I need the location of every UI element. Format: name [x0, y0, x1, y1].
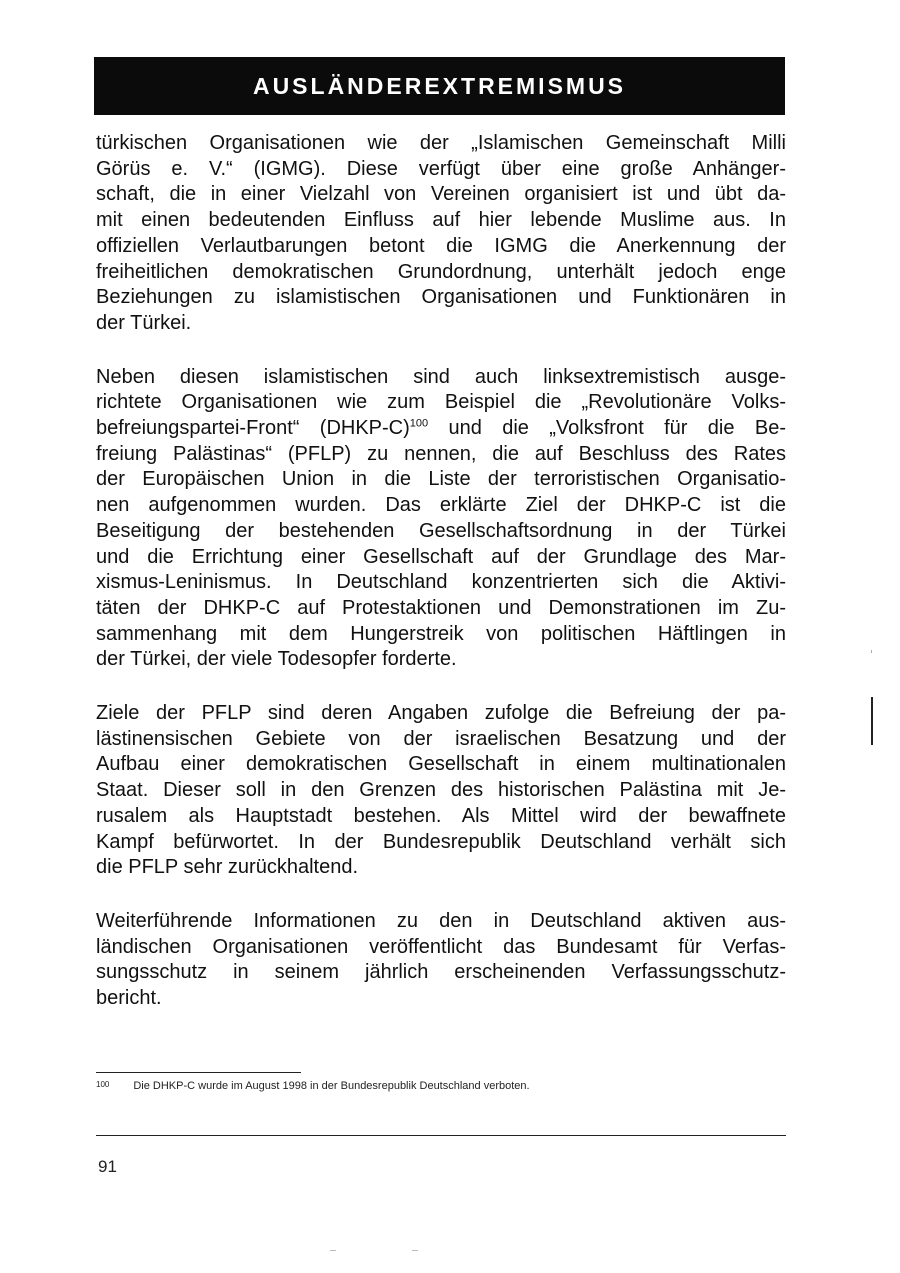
margin-change-bar [871, 697, 873, 745]
footnote-reference[interactable]: 100 [409, 417, 429, 430]
text-line: türkischen Organisationen wie der „Islamischen Gemeinschaft Milli [96, 132, 786, 154]
margin-speck [871, 650, 872, 653]
chapter-header-bar [94, 57, 785, 115]
text-line: die PFLP sehr zurückhaltend. [96, 856, 359, 879]
footnote-text: Die DHKP-C wurde im August 1998 in der Bundesrepublik Deutschland verboten. [133, 1080, 530, 1092]
text-line: lästinensischen Gebiete von der israelischen Besatzung und der [96, 727, 786, 750]
text-line: Beziehungen zu islamistischen Organisationen und Funktionären in [96, 286, 786, 309]
text-line: mit einen bedeutenden Einfluss auf hier lebende Muslime aus. In [96, 209, 786, 232]
ref-line-end: und die „Volksfront für die Be- [428, 417, 786, 440]
page-number: 91 [98, 1157, 117, 1176]
text-line: rusalem als Hauptstadt bestehen. Als Mittel wird der bewaffnete [96, 804, 786, 827]
text-line: Aufbau einer demokratischen Gesellschaft in einem multinationalen [96, 753, 786, 776]
text-line: freiheitlichen demokratischen Grundordnung, unterhält jedoch enge [96, 260, 786, 283]
text-line: freiung Palästinas“ (PFLP) zu nennen, die auf Beschluss des Rates [96, 442, 786, 465]
text-line: und die Errichtung einer Gesellschaft auf der Grundlage des Mar- [96, 545, 786, 568]
scan-speck [330, 1250, 336, 1251]
footnote [96, 1080, 786, 1092]
text-line: schaft, die in einer Vielzahl von Vereinen organisiert ist und übt da- [96, 183, 786, 206]
scan-speck [412, 1250, 418, 1251]
text-line: der Europäischen Union in die Liste der terroristischen Organisatio- [96, 468, 786, 491]
text-line: offiziellen Verlautbarungen betont die IGMG die Anerkennung der [96, 234, 786, 257]
paragraph-1 [96, 131, 786, 337]
text-line: richtete Organisationen wie zum Beispiel die „Revolutionäre Volks- [96, 391, 786, 414]
paragraph-4 [96, 909, 786, 1012]
page-footer-divider [96, 1135, 786, 1136]
footnote-number: 100 [96, 1080, 110, 1089]
text-line: Kampf befürwortet. In der Bundesrepublik Deutschland verhält sich [96, 830, 786, 853]
text-line: Ziele der PFLP sind deren Angaben zufolge die Befreiung der pa- [96, 702, 786, 725]
text-line: sammenhang mit dem Hungerstreik von politischen Häftlingen in [96, 622, 786, 645]
paragraph-3 [96, 701, 786, 881]
text-line: Weiterführende Informationen zu den in Deutschland aktiven aus- [96, 909, 786, 932]
text-line: xismus-Leninismus. In Deutschland konzentrierten sich die Aktivi- [96, 571, 786, 594]
footnote-divider [96, 1072, 301, 1073]
text-line: der Türkei. [96, 311, 192, 334]
text-line: Beseitigung der bestehenden Gesellschaftsordnung in der Türkei [96, 519, 786, 542]
text-line: Neben diesen islamistischen sind auch linksextremistisch ausge- [96, 365, 786, 388]
ref-line-start: befreiungspartei-Front“ (DHKP-C) [96, 417, 410, 440]
text-line: Staat. Dieser soll in den Grenzen des historischen Palästina mit Je- [96, 779, 786, 802]
text-line: sungsschutz in seinem jährlich erscheinenden Verfassungsschutz- [96, 961, 786, 984]
text-line: ländischen Organisationen veröffentlicht das Bundesamt für Verfas- [96, 935, 786, 958]
text-line: Görüs e. V.“ (IGMG). Diese verfügt über eine große Anhänger- [96, 157, 786, 180]
paragraph-2 [96, 365, 786, 673]
text-line: der Türkei, der viele Todesopfer forderte. [96, 648, 457, 671]
text-line-with-footnote-ref [96, 416, 786, 442]
text-line: nen aufgenommen wurden. Das erklärte Ziel der DHKP-C ist die [96, 494, 786, 517]
text-line: täten der DHKP-C auf Protestaktionen und Demonstrationen im Zu- [96, 596, 786, 619]
body-text [96, 131, 786, 1040]
text-line: bericht. [96, 987, 162, 1010]
chapter-title: AUSLÄNDEREXTREMISMUS [252, 72, 627, 99]
